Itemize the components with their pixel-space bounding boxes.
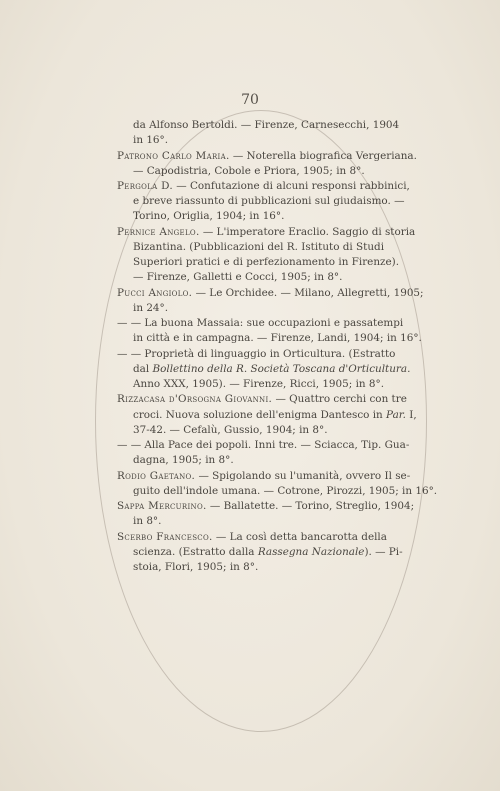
entry-line <box>115 560 410 575</box>
author-name: Pernice Angelo. <box>117 225 200 238</box>
entry-line <box>115 438 410 453</box>
entry-text: in 8°. <box>133 515 162 528</box>
entry-text: Torino, Origlia, 1904; in 16°. <box>133 210 285 223</box>
entry-text: in 16°. <box>133 134 169 147</box>
entry-text: da Alfonso Bertoldi. — Firenze, Carnesecchi, 1904 <box>133 119 400 131</box>
bibliography-entry <box>115 347 410 392</box>
entry-text: — Confutazione di alcuni responsi rabbinici, <box>172 180 410 193</box>
entry-line <box>115 225 416 240</box>
bibliography-entry <box>115 118 410 148</box>
entry-line <box>115 286 424 301</box>
entry-line <box>115 423 410 438</box>
entry-line <box>115 499 415 514</box>
entry-line <box>115 209 410 224</box>
italic-title: Bollettino della R. Società Toscana d'Orticultura. <box>152 362 411 375</box>
entry-line <box>115 118 410 133</box>
bibliography-entry <box>115 392 417 437</box>
bibliography-entry <box>115 438 410 468</box>
bibliography-list <box>115 118 438 576</box>
entry-text: 37-42. — Cefalù, Gussio, 1904; in 8°. <box>133 423 328 436</box>
bibliography-entry <box>115 225 416 285</box>
entry-line <box>115 270 410 285</box>
entry-line <box>115 453 410 468</box>
entry-text: I, <box>405 408 417 421</box>
author-name: Rizzacasa d'Orsogna Giovanni. <box>117 393 273 406</box>
entry-line <box>115 377 410 392</box>
entry-text: — Le Orchidee. — Milano, Allegretti, 1905; <box>192 286 424 299</box>
entry-text: — — Proprietà di linguaggio in Orticultura. (Estratto <box>117 347 396 360</box>
entry-text: e breve riassunto di pubblicazioni sul giudaismo. — <box>133 195 405 208</box>
entry-text: — — Alla Pace dei popoli. Inni tre. — Sciacca, Tip. Gua- <box>117 439 410 452</box>
entry-line <box>115 331 422 346</box>
author-name: Pucci Angiolo. <box>117 286 193 299</box>
entry-text: stoia, Flori, 1905; in 8°. <box>133 561 259 574</box>
entry-text: — Firenze, Galletti e Cocci, 1905; in 8°. <box>133 271 343 284</box>
entry-line <box>115 240 410 255</box>
entry-line <box>115 469 410 484</box>
entry-line <box>115 316 410 331</box>
entry-line <box>115 149 417 164</box>
author-name: Rodio Gaetano. <box>117 469 196 482</box>
entry-text: Bizantina. (Pubblicazioni del R. Istituto di Studi <box>133 240 385 253</box>
entry-text: — L'imperatore Eraclio. Saggio di storia <box>199 225 416 238</box>
bibliography-entry <box>115 149 417 179</box>
entry-text: Superiori pratici e di perfezionamento in Firenze). <box>133 256 400 269</box>
entry-text: — — La buona Massaia: sue occupazioni e passatempi <box>117 317 404 330</box>
bibliography-entry <box>115 179 410 224</box>
author-name: Scerbo Francesco. <box>117 530 213 543</box>
entry-line <box>115 545 410 560</box>
author-name: Patrono Carlo Maria. <box>117 149 230 162</box>
entry-text: Anno XXX, 1905). — Firenze, Ricci, 1905; in 8°. <box>133 377 384 390</box>
author-name: Sappa Mercurino. <box>117 500 207 513</box>
entry-line <box>115 484 438 499</box>
entry-line <box>115 133 410 148</box>
page-number: 70 <box>241 92 259 108</box>
entry-line <box>115 362 410 377</box>
bibliography-entry <box>115 469 438 499</box>
bibliography-entry <box>115 499 415 529</box>
entry-text: scienza. (Estratto dalla <box>133 545 258 558</box>
entry-line <box>115 392 410 407</box>
entry-line <box>115 530 410 545</box>
entry-line <box>115 408 417 423</box>
author-name: Pergola D. <box>117 180 173 193</box>
entry-text: ). — Pi- <box>364 545 403 558</box>
entry-text: — Spigolando su l'umanità, ovvero Il se- <box>195 469 411 482</box>
entry-text: — Noterella biografica Vergeriana. <box>229 149 417 162</box>
entry-line <box>115 514 410 529</box>
bibliography-entry <box>115 530 410 575</box>
italic-title: Par. <box>386 408 406 421</box>
entry-line <box>115 194 410 209</box>
entry-line <box>115 347 410 362</box>
italic-title: Rassegna Nazionale <box>257 545 365 558</box>
entry-text: guito dell'indole umana. — Cotrone, Pirozzi, 1905; in 16°. <box>133 484 438 497</box>
entry-text: — Capodistria, Cobole e Priora, 1905; in 8°. <box>133 164 365 177</box>
entry-text: — Ballatette. — Torino, Streglio, 1904; <box>206 500 415 513</box>
entry-text: in 24°. <box>133 301 169 314</box>
entry-text: — Quattro cerchi con tre <box>272 393 407 406</box>
entry-text: dal <box>133 362 153 375</box>
entry-line <box>115 255 410 270</box>
entry-text: — La così detta bancarotta della <box>212 530 387 543</box>
entry-line <box>115 301 410 316</box>
entry-text: in città e in campagna. — Firenze, Landi, 1904; in 16°. <box>133 332 422 345</box>
entry-text: dagna, 1905; in 8°. <box>133 454 234 467</box>
bibliography-entry <box>115 286 424 316</box>
entry-text: croci. Nuova soluzione dell'enigma Dantesco in <box>133 408 387 421</box>
entry-line <box>115 179 410 194</box>
bibliography-entry <box>115 316 422 346</box>
entry-line <box>115 164 410 179</box>
